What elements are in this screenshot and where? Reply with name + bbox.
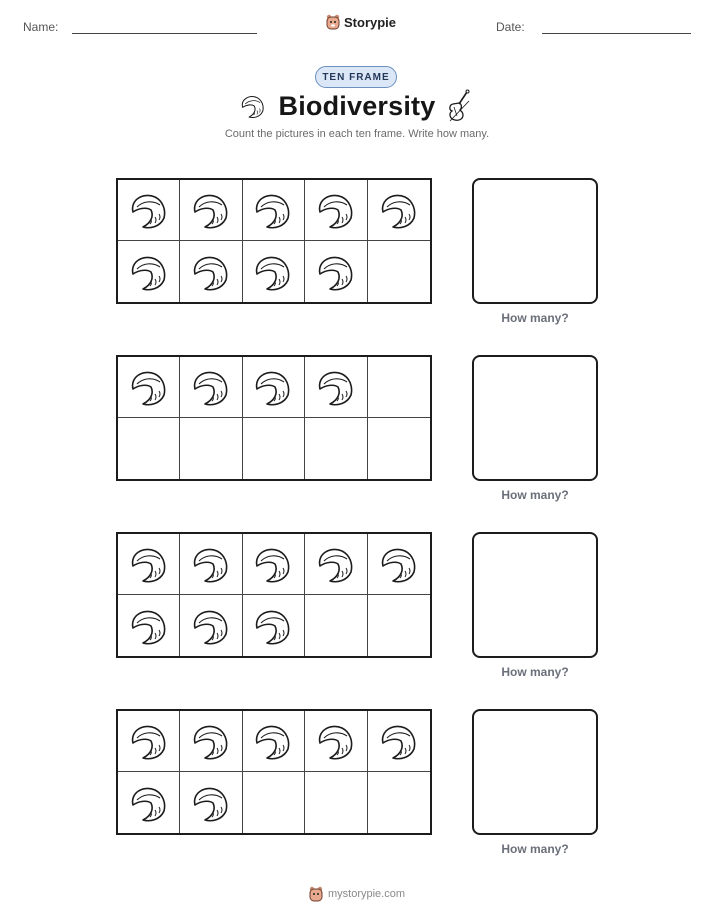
name-label: Name: [23,20,59,34]
answer-box[interactable] [472,532,598,658]
page-title: Biodiversity [278,91,436,121]
toucan-beak-icon [191,190,231,230]
ten-frame-cell [118,418,180,479]
ten-frame-cell [305,357,367,418]
toucan-beak-icon [316,190,356,230]
ten-frame-cell [180,711,242,772]
ten-frame-cell [118,180,180,241]
ten-frame-cell [305,418,367,479]
toucan-beak-icon [253,606,293,646]
ten-frame-cell [368,180,430,241]
ten-frame-cell [118,241,180,302]
toucan-beak-icon [129,721,169,761]
toucan-beak-icon [253,190,293,230]
ten-frame-cell [243,418,305,479]
storypie-mascot-icon [326,14,340,30]
ten-frame-cell [180,772,242,833]
toucan-beak-icon [191,252,231,292]
ten-frame-cell [243,772,305,833]
ten-frame-cell [305,711,367,772]
ten-frame [116,532,432,658]
ten-frame-cell [118,711,180,772]
ten-frame-cell [368,418,430,479]
ten-frame-badge: TEN FRAME [315,66,397,88]
ten-frame-cell [180,180,242,241]
storypie-mascot-icon [309,886,323,902]
ten-frame-cell [368,241,430,302]
ten-frame [116,355,432,481]
violin-icon [446,89,472,123]
date-label: Date: [496,20,525,34]
ten-frame-cell [305,595,367,656]
ten-frame-cell [243,241,305,302]
ten-frame-cell [180,534,242,595]
ten-frame-cell [180,418,242,479]
ten-frame-cell [243,534,305,595]
answer-box[interactable] [472,709,598,835]
how-many-label: How many? [501,488,569,502]
ten-frame-cell [118,534,180,595]
ten-frame-cell [305,180,367,241]
toucan-beak-icon [316,252,356,292]
toucan-beak-icon [191,783,231,823]
toucan-beak-icon [316,367,356,407]
ten-frame-cell [305,241,367,302]
toucan-beak-icon [316,544,356,584]
ten-frame-cell [243,595,305,656]
ten-frame-cell [305,772,367,833]
toucan-beak-icon [129,783,169,823]
ten-frame-cell [368,534,430,595]
toucan-beak-icon [253,252,293,292]
ten-frame [116,709,432,835]
ten-frame-cell [118,357,180,418]
toucan-beak-icon [129,190,169,230]
toucan-beak-icon [129,252,169,292]
toucan-beak-icon [379,190,419,230]
toucan-beak-icon [129,544,169,584]
ten-frame-cell [243,711,305,772]
toucan-beak-icon [191,606,231,646]
ten-frame-cell [180,595,242,656]
ten-frame-cell [305,534,367,595]
toucan-beak-icon [379,721,419,761]
toucan-beak-icon [253,544,293,584]
toucan-beak-icon [191,367,231,407]
ten-frame-cell [368,711,430,772]
toucan-beak-icon [191,544,231,584]
ten-frame-cell [243,180,305,241]
brand-logo [326,14,396,30]
toucan-beak-icon [253,721,293,761]
ten-frame-cell [180,357,242,418]
ten-frame-cell [368,595,430,656]
how-many-label: How many? [501,665,569,679]
name-line[interactable] [72,33,257,34]
toucan-beak-icon [253,367,293,407]
footer-url: mystorypie.com [327,888,406,900]
brand-name: Storypie [344,14,397,30]
answer-box[interactable] [472,355,598,481]
ten-frame-cell [368,772,430,833]
answer-box[interactable] [472,178,598,304]
date-line[interactable] [542,33,691,34]
toucan-beak-icon [129,367,169,407]
ten-frame-cell [118,772,180,833]
how-many-label: How many? [501,842,569,856]
toucan-beak-icon [129,606,169,646]
how-many-label: How many? [501,311,569,325]
instructions: Count the pictures in each ten frame. Write how many. [224,128,490,140]
toucan-beak-icon [191,721,231,761]
toucan-beak-icon [379,544,419,584]
ten-frame-cell [118,595,180,656]
footer [0,886,714,902]
toucan-beak-icon [316,721,356,761]
ten-frame-cell [243,357,305,418]
ten-frame [116,178,432,304]
ten-frame-cell [368,357,430,418]
ten-frame-cell [180,241,242,302]
